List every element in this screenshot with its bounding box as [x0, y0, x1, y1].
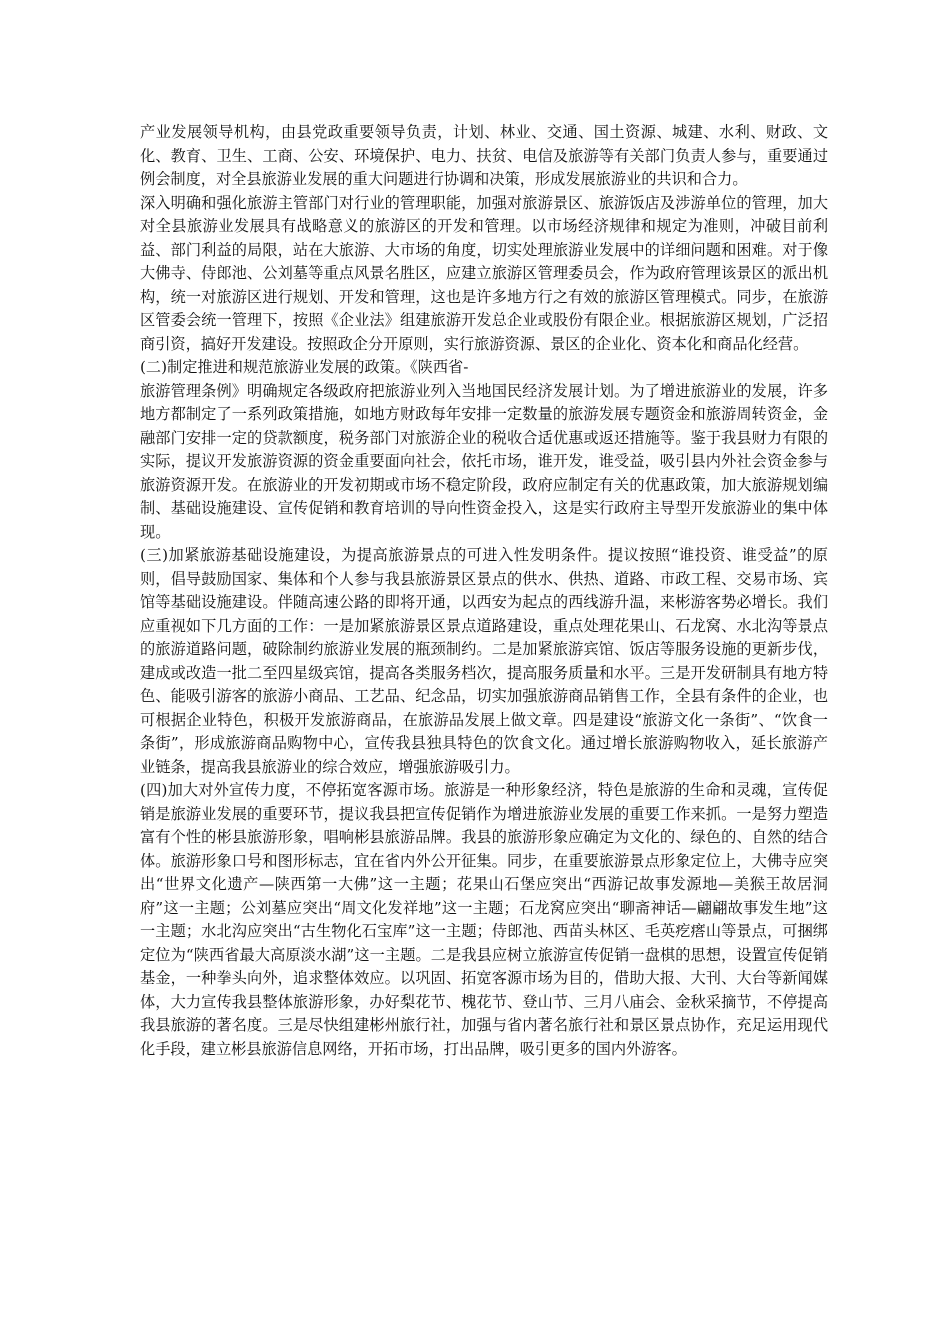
paragraph-infrastructure: (三)加紧旅游基础设施建设，为提高旅游景点的可进入性发明条件。提议按照“谁投资、谁受益”的原则，倡导鼓励国家、集体和个人参与我县旅游景区景点的供水、供热、道路、市政工程、交易市场、宾馆等基础设施建设。伴随高速公路的即将开通，以西安为起点的西线游升温，来彬游客势必增长。我们应重视如下几方面的工作：一是加紧旅游景区景点道路建设，重点处理花果山、石龙窝、水北沟等景点的旅游道路问题，破除制约旅游业发展的瓶颈制约。二是加紧旅游宾馆、饭店等服务设施的更新步伐，建成或改造一批二至四星级宾馆，提高各类服务档次，提高服务质量和水平。三是开发研制具有地方特色、能吸引游客的旅游小商品、工艺品、纪念品，切实加强旅游商品销售工作，全县有条件的企业，也可根据企业特色，积极开发旅游商品，在旅游品发展上做文章。四是建设“旅游文化一条街”、“饮食一条街”，形成旅游商品购物中心，宣传我县独具特色的饮食文化。通过增长旅游购物收入，延长旅游产业链条，提高我县旅游业的综合效应，增强旅游吸引力。: [140, 546, 828, 776]
paragraph-promotion: (四)加大对外宣传力度，不停拓宽客源市场。旅游是一种形象经济，特色是旅游的生命和灵魂，宣传促销是旅游业发展的重要环节，提议我县把宣传促销作为增进旅游业发展的重要工作来抓。一是努力塑造富有个性的彬县旅游形象，唱响彬县旅游品牌。我县的旅游形象应确定为文化的、绿色的、自然的结合体。旅游形象口号和图形标志，宜在省内外公开征集。同步，在重要旅游景点形象定位上，大佛寺应突出“世界文化遗产—陕西第一大佛”这一主题；花果山石堡应突出“西游记故事发源地—美猴王故居洞府”这一主题；公刘墓应突出“周文化发祥地”这一主题；石龙窝应突出“聊斋神话—翩翩故事发生地”这一主题；水北沟应突出“古生物化石宝库”这一主题；侍郎池、西苗头林区、毛英疙瘩山等景点，可捆绑定位为“陕西省最大高原淡水湖”这一主题。二是我县应树立旅游宣传促销一盘棋的思想，设置宣传促销基金，一种拳头向外，追求整体效应。以巩固、拓宽客源市场为目的，借助大报、大刊、大台等新闻媒体，大力宣传我县整体旅游形象，办好梨花节、槐花节、登山节、三月八庙会、金秋采摘节，不停提高我县旅游的著名度。三是尽快组建彬州旅行社，加强与省内著名旅行社和景区景点协作，充足运用现代化手段，建立彬县旅游信息网络，开拓市场，打出品牌，吸引更多的国内外游客。: [140, 781, 828, 1058]
section-heading-policy: (二)制定推进和规范旅游业发展的政策。《陕西省-: [140, 358, 469, 376]
document-body: [140, 121, 828, 1061]
paragraph-leading-organization: 产业发展领导机构，由县党政重要领导负责，计划、林业、交通、国土资源、城建、水利、财政、文化、教育、卫生、工商、公安、环境保护、电力、扶贫、电信及旅游等有关部门负责人参与，重要通过例会制度，对全县旅游业发展的重大问题进行协调和决策，形成发展旅游业的共识和合力。: [140, 123, 828, 188]
paragraph-management-functions: 深入明确和强化旅游主管部门对行业的管理职能，加强对旅游景区、旅游饭店及涉游单位的管理，加大对全县旅游业发展具有战略意义的旅游区的开发和管理。以市场经济规律和规定为准则，冲破目前利益、部门利益的局限，站在大旅游、大市场的角度，切实处理旅游业发展中的详细问题和困难。对于像大佛寺、侍郎池、公刘墓等重点风景名胜区，应建立旅游区管理委员会，作为政府管理该景区的派出机构，统一对旅游区进行规划、开发和管理，这也是许多地方行之有效的旅游区管理模式。同步，在旅游区管委会统一管理下，按照《企业法》组建旅游开发总企业或股份有限企业。根据旅游区规划，广泛招商引资，搞好开发建设。按照政企分开原则，实行旅游资源、景区的企业化、资本化和商品化经营。: [140, 193, 828, 353]
paragraph-policy: 旅游管理条例》明确规定各级政府把旅游业列入当地国民经济发展计划。为了增进旅游业的发展，许多地方都制定了一系列政策措施，如地方财政每年安排一定数量的旅游发展专题资金和旅游周转资金，金融部门安排一定的贷款额度，税务部门对旅游企业的税收合适优惠或返还措施等。鉴于我县财力有限的实际，提议开发旅游资源的资金重要面向社会，依托市场，谁开发，谁受益，吸引县内外社会资金参与旅游资源开发。在旅游业的开发初期或市场不稳定阶段，政府应制定有关的优惠政策，加大旅游规划编制、基础设施建设、宣传促销和教育培训的导向性资金投入，这是实行政府主导型开发旅游业的集中体现。: [140, 381, 828, 541]
